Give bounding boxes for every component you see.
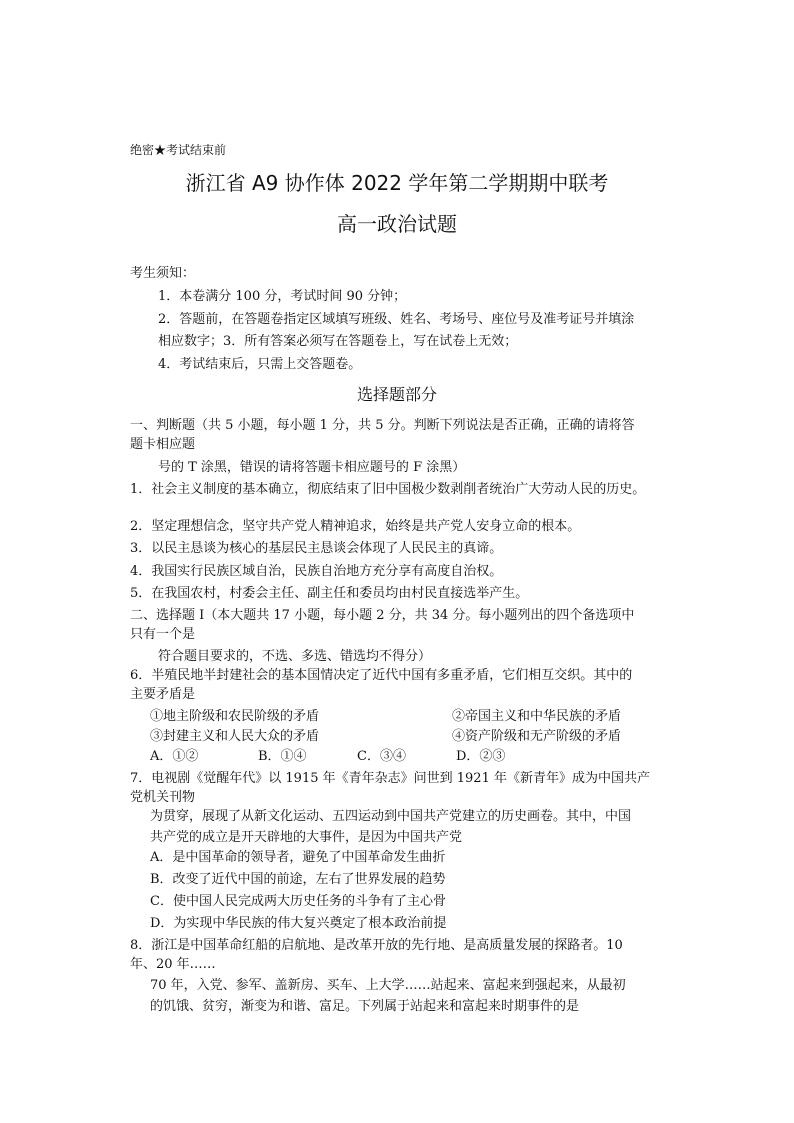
judgment-item: 2．坚定理想信念，坚守共产党人精神追求，始终是共产党人安身立命的根本。 [130,519,581,534]
question-7-stem: 共产党的成立是开天辟地的大事件，是因为中国共产党 [150,830,463,845]
judgment-item: 4．我国实行民族区域自治，民族自治地方充分享有高度自治权。 [130,564,503,579]
part2-intro: 符合题目要求的，不选、多选、错选均不得分） [158,649,432,664]
q6-statement: ④资产阶级和无产阶级的矛盾 [452,729,622,744]
question-6-stem: 主要矛盾是 [130,687,196,702]
q6-option: B．①④ [258,749,307,764]
question-8-stem: 年、20 年…… [130,957,216,972]
notice-item: 相应数字；3．所有答案必须写在答题卷上，写在试卷上无效； [158,334,518,349]
judgment-item: 1．社会主义制度的基本确立，彻底结束了旧中国极少数剥削者统治广大劳动人民的历史。 [130,482,646,497]
question-8-stem: 的饥饿、贫穷，渐变为和谐、富足。下列属于站起来和富起来时期事件的是 [150,999,580,1014]
confidential-label: 绝密★考试结束前 [130,143,227,157]
q6-option: D．②③ [456,749,506,764]
q7-option: B．改变了近代中国的前途，左右了世界发展的趋势 [150,872,446,887]
q7-option: A．是中国革命的领导者，避免了中国革命发生曲折 [150,850,446,865]
question-7-stem: 7．电视剧《觉醒年代》以 1915 年《青年杂志》问世到 1921 年《新青年》成为中国共产 [130,771,650,786]
exam-title: 浙江省 A9 协作体 2022 学年第二学期期中联考 [185,171,609,195]
q6-statement: ①地主阶级和农民阶级的矛盾 [150,709,320,724]
q7-option: C．使中国人民完成两大历史任务的斗争有了主心骨 [150,894,446,909]
question-7-stem: 党机关刊物 [130,790,196,805]
question-8-stem: 70 年，入党、参军、盖新房、买车、上大学……站起来、富起来到强起来，从最初 [150,978,626,993]
notice-item: 2．答题前，在答题卷指定区域填写班级、姓名、考场号、座位号及准考证号并填涂 [158,312,635,327]
section-title: 选择题部分 [356,385,437,404]
judgment-item: 5．在我国农村，村委会主任、副主任和委员均由村民直接选举产生。 [130,586,529,601]
notice-item: 4．考试结束后，只需上交答题卷。 [158,357,362,372]
part1-intro: 题卡相应题 [130,437,196,452]
question-6-stem: 6．半殖民地半封建社会的基本国情决定了近代中国有多重矛盾，它们相互交织。其中的 [130,668,633,683]
part1-intro: 一、判断题（共 5 小题，每小题 1 分，共 5 分。判断下列说法是否正确，正确的请将答 [130,418,635,433]
question-8-stem: 8．浙江是中国革命红船的启航地、是改革开放的先行地、是高质量发展的探路者。10 [130,938,623,953]
q6-statement: ③封建主义和人民大众的矛盾 [150,729,320,744]
q7-option: D．为实现中华民族的伟大复兴奠定了根本政治前提 [150,916,447,931]
notice-heading: 考生须知： [130,266,196,281]
q6-statement: ②帝国主义和中华民族的矛盾 [452,709,622,724]
q6-option: A．①② [150,749,199,764]
notice-item: 1．本卷满分 100 分，考试时间 90 分钟； [158,289,407,304]
judgment-item: 3．以民主恳谈为核心的基层民主恳谈会体现了人民民主的真谛。 [130,541,503,556]
part1-intro: 号的 T 涂黑，错误的请将答题卡相应题号的 F 涂黑） [158,460,466,475]
part2-intro: 只有一个是 [130,627,196,642]
question-7-stem: 为贯穿，展现了从新文化运动、五四运动到中国共产党建立的历史画卷。其中，中国 [150,809,632,824]
part2-intro: 二、选择题 I（本大题共 17 小题，每小题 2 分，共 34 分。每小题列出的四个备选项中 [130,608,635,623]
exam-subtitle: 高一政治试题 [337,212,457,236]
q6-option: C．③④ [357,749,406,764]
